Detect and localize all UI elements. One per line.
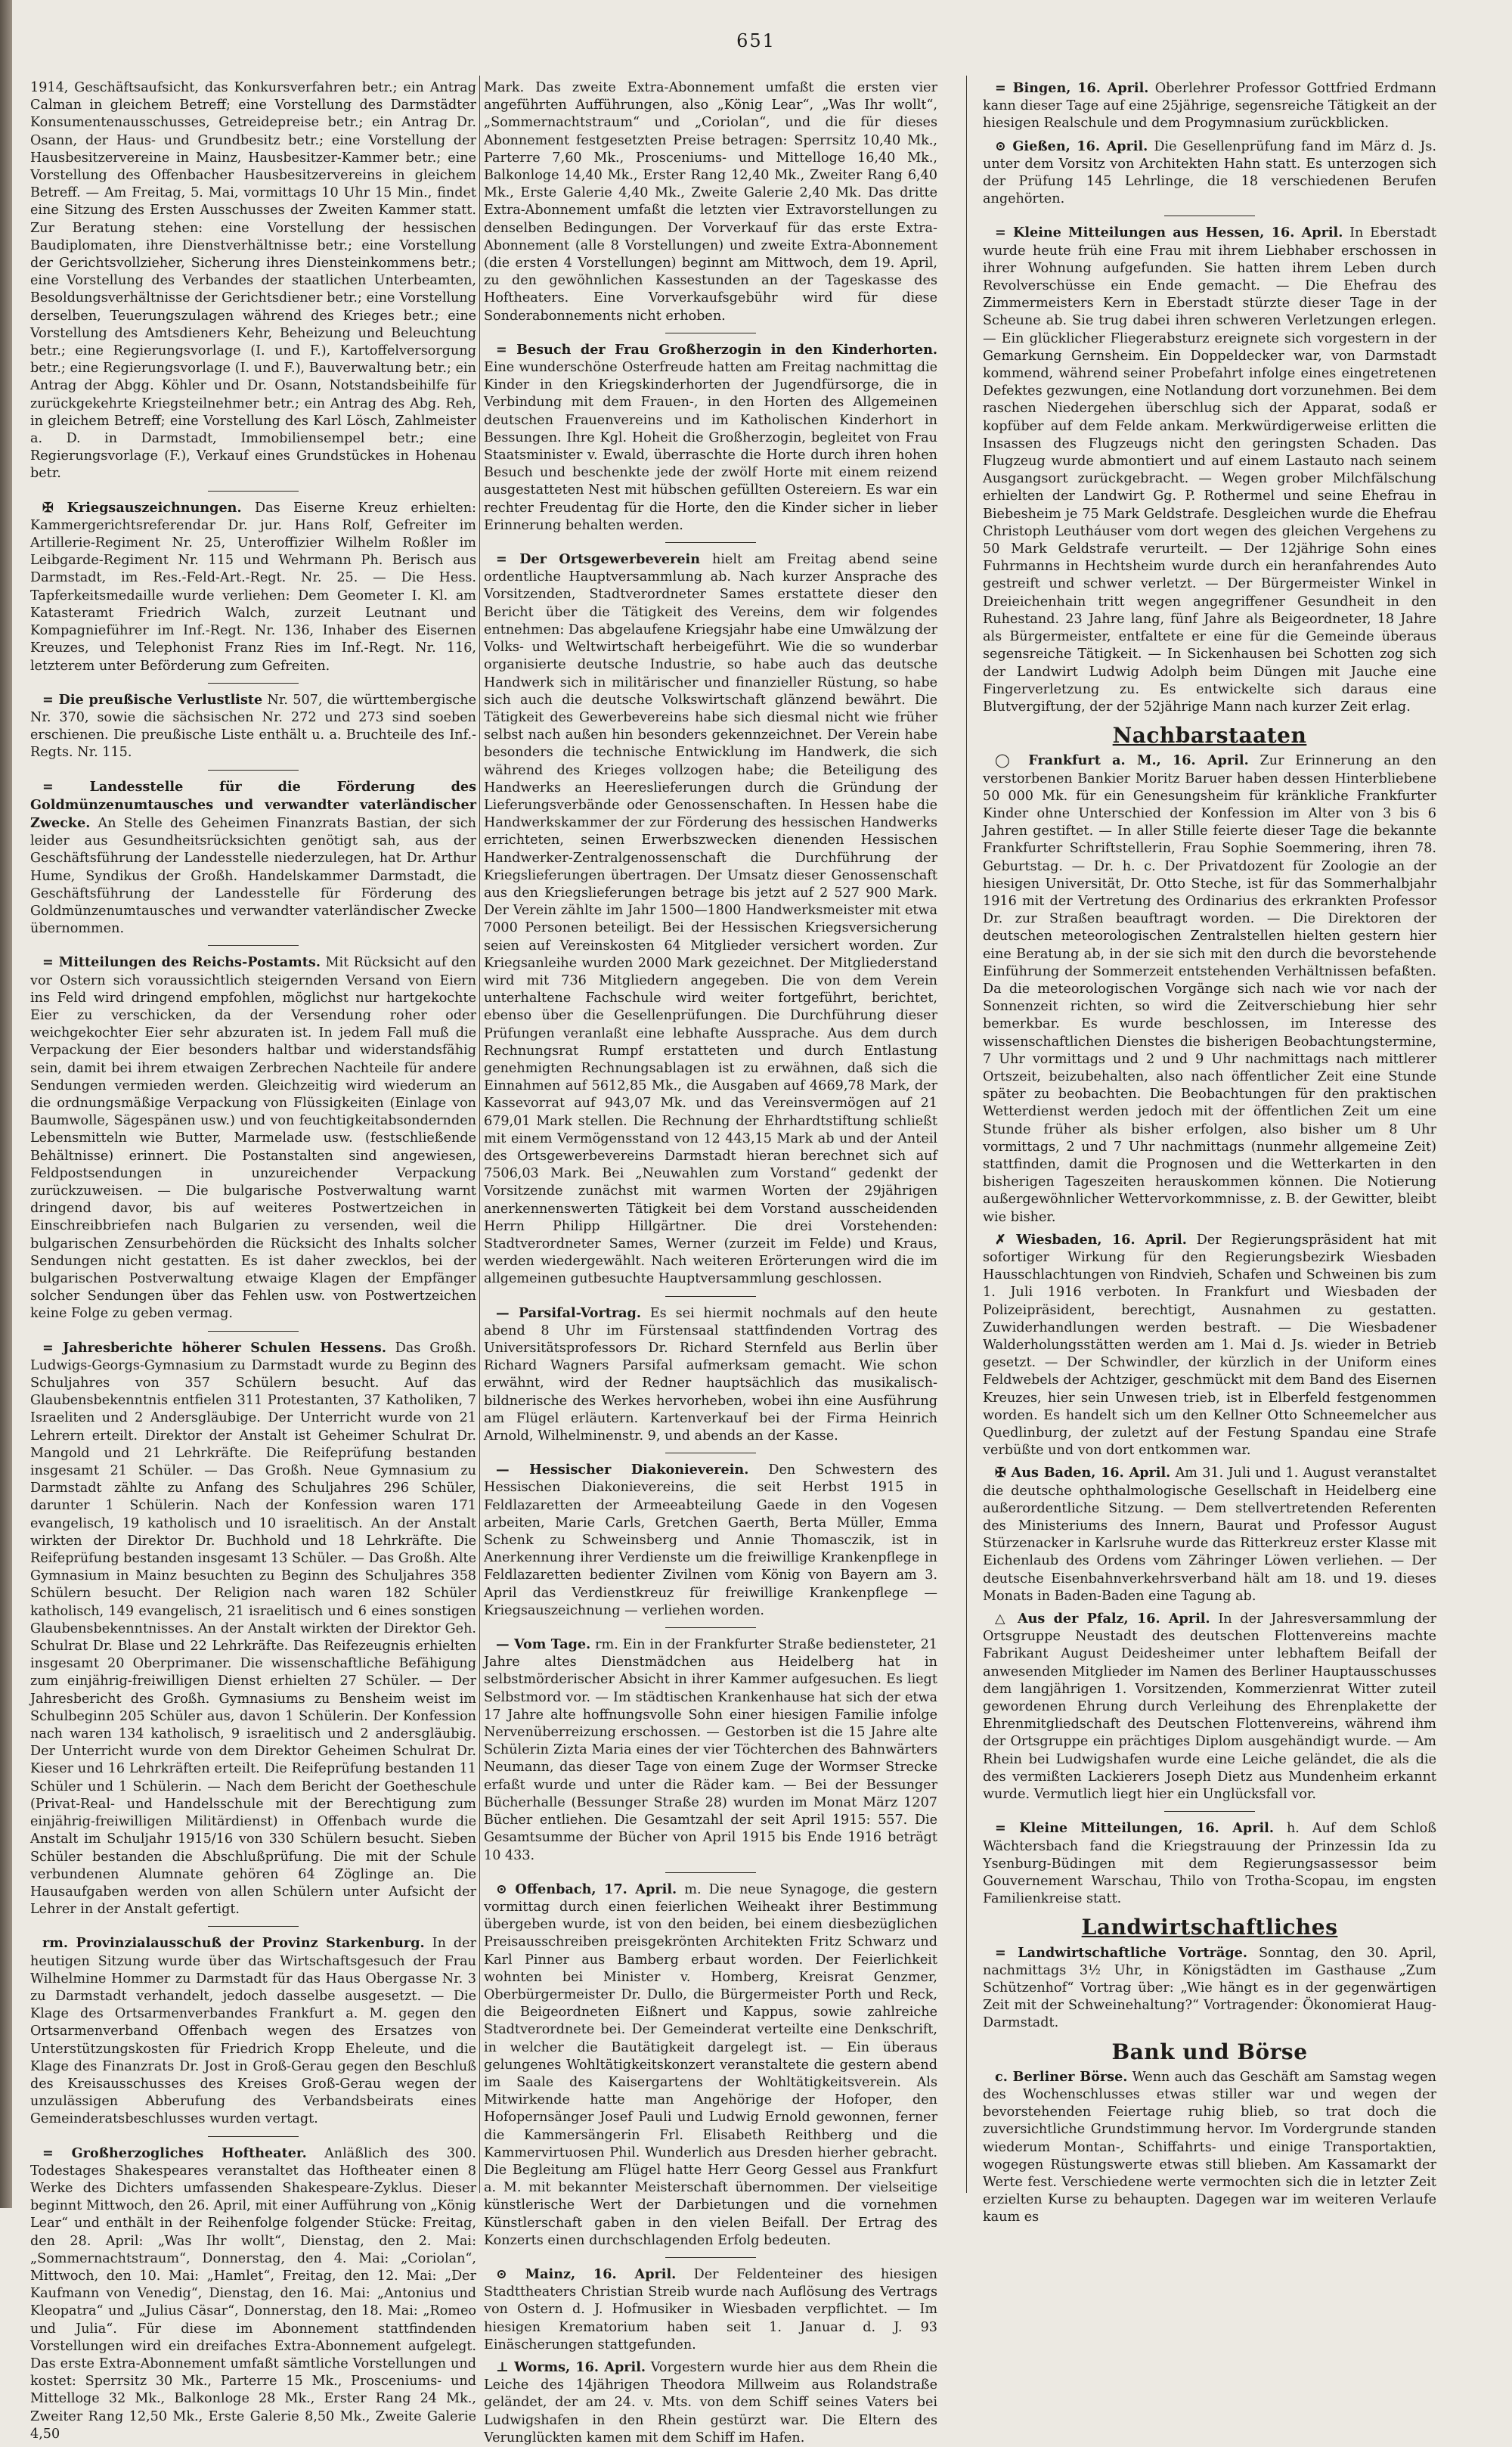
article-paragraph	[30, 691, 476, 762]
article-body: An Stelle des Geheimen Finanzrats Bastian, der sich leider aus Gesundheitsrücksichten genötigt sah, aus der Geschäftsführung der Landesstelle niederzulegen, hat Dr. Arthur Hume, Syndikus der Großh. Handelskammer Darmstadt, die Geschäftsführung der Landesstelle für Förderung des Goldmünzenumtausches und verwandter vaterländischer Zwecke übernommen.	[30, 815, 476, 937]
article-body: Den Schwestern des Hessischen Diakonievereins, die seit Herbst 1915 in Feldlazaretten der Armeeabteilung Gaede in den Vogesen arbeiten, Marie Carls, Gretchen Gaerth, Berta Müller, Emma Schenk zu Schweinsberg und Annie Thomasczik, ist in Anerkennung ihrer Verdienste um die freiwillige Krankenpflege in Feldlazaretten bedienter Zivilnen vom König von Bayern am 3. April das Verdienstkreuz für freiwillige Krankenpflege — Kriegsauszeichnung — verliehen worden.	[484, 1462, 937, 1618]
article-paragraph	[983, 1231, 1436, 1460]
article-separator	[1164, 1811, 1255, 1812]
column-left	[30, 79, 477, 2442]
article-heading: = Jahresberichte höherer Schulen Hessens.	[42, 1339, 386, 1356]
article-separator	[665, 1627, 756, 1628]
article-heading: ✠ Aus Baden, 16. April.	[995, 1465, 1171, 1481]
article-paragraph	[484, 550, 937, 1289]
article-paragraph	[484, 1636, 937, 1865]
article-separator	[208, 491, 299, 492]
article-paragraph	[30, 778, 476, 938]
article-heading: = Kleine Mitteilungen aus Hessen, 16. April.	[995, 225, 1343, 241]
section-heading: Bank und Börse	[1111, 2039, 1308, 2064]
article-separator	[208, 1926, 299, 1927]
article-paragraph	[30, 2145, 476, 2443]
article-paragraph	[30, 1339, 476, 1919]
article-heading: = Der Ortsgewerbeverein	[496, 551, 700, 568]
article-paragraph	[983, 752, 1436, 1226]
article-paragraph	[484, 2266, 937, 2354]
article-body: Eine wunderschöne Osterfreude hatten am Freitag nachmittag die Kinder in den Kriegskinderhorten der Jugendfürsorge, die in Verbindung mit dem Frauen-, in den Horten des Allgemeinen deutschen Frauenvereins und im Katholischen Kinderhort in Bessungen. Ihre Kgl. Hoheit die Großherzogin, begleitet von Frau Staatsminister v. Ewald, überraschte die Horte durch ihren hohen Besuch und beschenkte jede der zwölf Horte mit einem reizend ausgestatteten Nest mit hübschen gefüllten Ostereiern. Es war ein rechter Freudentag für die Horte, den die Kinder sicher in lieber Erinnerung behalten werden.	[484, 360, 937, 533]
article-paragraph	[484, 1304, 937, 1446]
article-separator	[665, 2257, 756, 2258]
article-body: Die Gesellenprüfung fand im März d. Js. unter dem Vorsitz von Architekten Hahn statt. Es unterzogen sich der Prüfung 145 Lehrlinge, die 18 verschiedenen Berufen angehörten.	[983, 138, 1436, 207]
article-paragraph	[983, 1944, 1436, 2033]
article-separator	[208, 2136, 299, 2137]
article-body: Wenn auch das Geschäft am Samstag wegen des Wochenschlusses etwas stiller war und wegen der bevorstehenden Feiertage ruhig blieb, so trat doch die zuversichtliche Grundstimmung hervor. Im Vordergrunde standen wiederum Montan-, Schiffahrts- und einige Transportaktien, wogegen Rüstungswerte etwas still blieben. Am Kassamarkt der Werte fest. Verschiedene werte vermochten sich die in letzter Zeit erzielten Kurse zu behaupten. Dagegen war im weiteren Verlaufe kaum es	[983, 2069, 1436, 2225]
article-paragraph	[983, 79, 1436, 133]
article-body: Oberlehrer Professor Gottfried Erdmann kann dieser Tage auf eine 25jährige, segensreiche Tätigkeit an der hiesigen Realschule und dem Progymnasium zurückblicken.	[983, 81, 1437, 132]
article-heading: = Kleine Mitteilungen, 16. April.	[995, 1820, 1274, 1837]
article-paragraph	[983, 1464, 1436, 1605]
column-right	[983, 79, 1437, 2225]
column-rule-2	[966, 76, 967, 2193]
article-paragraph	[30, 1934, 476, 2128]
article-body: Zur Erinnerung an den verstorbenen Bankier Moritz Baruer haben dessen Hinterbliebene 50 000 Mk. für ein Genesungsheim für kränkliche Frankfurter Kinder ohne Unterschied der Konfession im Alter von 3 bis 6 Jahren gestiftet. — In aller Stille feierte dieser Tage die bekannte Frankfurter Schriftstellerin, Frau Sophie Soemmering, ihren 78. Geburtstag. — Dr. h. c. Der Privatdozent für Zoologie an der hiesigen Universität, Dr. Otto Steche, ist für das Sommerhalbjahr 1916 mit der Vertretung des Ordinarius des erkrankten Professor Dr. zur Straßen beauftragt worden. — Die Direktoren der deutschen meteorologischen Zentralstellen hielten gestern hier eine Beratung ab, in der sie sich mit den durch die bevorstehende Einführung der Sommerzeit entstehenden Verhältnissen befaßten. Da die meteorologischen Vorgänge sich nach wie vor nach der Sonnenzeit richten, so wird die Zeitverschiebung hier sehr bemerkbar. Es wurde beschlossen, im Interesse des wissenschaftlichen Dienstes die bisherigen Beobachtungstermine, 7 Uhr vormittags und 2 und 9 Uhr nachmittags nach mittlerer Ortszeit, beizubehalten, also nach öffentlicher Zeit eine Stunde später zu beobachten. Die Beobachtungen für den praktischen Wetterdienst werden jedoch mit der öffentlichen Zeit um eine Stunde früher als bisher erfolgen, also bisher um 8 Uhr vormittags, 2 und 7 Uhr nachmittags (nunmehr allgemeine Zeit) stattfinden, damit die Prognosen und die Wetterkarten in den bisherigen Tageszeiten herauskommen können. Die Notierung außergewöhnlicher Wettervorkommnisse, z. B. der Gewitter, bleibt wie bisher.	[983, 753, 1436, 1225]
article-body: Vorgestern wurde hier aus dem Rhein die Leiche des 14jährigen Theodora Millweim aus Rolandstraße geländet, der am 24. v. Mts. von dem Schiff seines Vaters bei Ludwigshafen in den Rhein gestürzt war. Die Eltern des Verunglückten kamen mit dem Schiff im Hafen.	[484, 2359, 937, 2445]
article-heading: ⊙ Mainz, 16. April.	[496, 2266, 677, 2282]
section-heading: Nachbarstaaten	[1112, 723, 1307, 749]
article-heading: rm. Provinzialausschuß der Provinz Starkenburg.	[42, 1935, 425, 1952]
article-body: Das Großh. Ludwigs-Georgs-Gymnasium zu Darmstadt wurde zu Beginn des Schuljahres von 357 Schülern besucht. Auf das Glaubensbekenntnis entfielen 311 Protestanten, 37 Katholiken, 7 Israeliten und 2 Andersgläubige. Der Unterricht wurde von 21 Lehrern erteilt. Direktor der Anstalt ist Geheimer Schulrat Dr. Mangold und 21 Lehrkräfte. Die Reifeprüfung bestanden insgesamt 21 Schüler. — Das Großh. Neue Gymnasium zu Darmstadt zählte zu Anfang des Schuljahres 296 Schüler, darunter 1 Schülerin. Nach der Konfession waren 171 evangelisch, 19 katholisch und 10 israelitisch. An der Anstalt wirkten der Direktor Dr. Buchhold und 18 Lehrkräfte. Die Reifeprüfung bestanden insgesamt 13 Schüler. — Das Großh. Alte Gymnasium in Mainz besuchten zu Beginn des Schuljahres 358 Schülern besucht. Der Religion nach waren 182 Schüler katholisch, 149 evangelisch, 21 israelitisch und 6 eines sonstigen Glaubensbekenntnisses. An der Anstalt wirkten der Direktor Geh. Schulrat Dr. Blase und 22 Lehrkräfte. Das Reifezeugnis erhielten insgesamt 20 Oberprimaner. Die wissenschaftliche Befähigung zum einjährig-freiwilligen Dienst erhielten 27 Schüler. — Der Jahresbericht des Großh. Gymnasiums zu Bensheim weist im Schulbeginn 205 Schüler aus, davon 1 Schülerin. Der Konfession nach waren 134 katholisch, 9 israelitisch und 2 andersgläubig. Der Unterricht wurde von dem Direktor Geheimen Schulrat Dr. Kieser und 16 Lehrkräften erteilt. Die Reifeprüfung bestanden 11 Schüler und 1 Schülerin. — Nach dem Bericht der Goetheschule (Privat-Real- und Handelsschule mit der Berechtigung zum einjährig-freiwilligen Militärdienst) in Offenbach wurde die Anstalt im Schuljahr 1915/16 von 330 Schülern besucht. Sieben Schüler bestanden die Abschlußprüfung. Die mit der Schule verbundenen Alumnate gehören 64 Zöglinge an. Die Hausaufgaben werden von allen Schülern unter Aufsicht der Lehrer in der Anstalt gefertigt.	[30, 1340, 476, 1918]
binding-edge	[0, 0, 12, 2208]
article-separator	[208, 770, 299, 771]
article-separator	[208, 1331, 299, 1332]
article-body: 1914, Geschäftsaufsicht, das Konkursverfahren betr.; ein Antrag Calman in gleichem Betreff; eine Vorstellung des Darmstädter Konsumentenausschusses, Getreidepreise betr.; ein Antrag Dr. Osann, der Haus- und Grundbesitz betr.; eine Vorstellung der Hausbesitzervereine in Mainz, Hausbesitzer-Kammer betr.; eine Vorstellung des Offenbacher Hausbesitzervereins in gleichem Betreff. — Am Freitag, 5. Mai, vormittags 10 Uhr 15 Min., findet eine Sitzung des Ersten Ausschusses der Zweiten Kammer statt. Zur Beratung stehen: eine Vorstellung der hessischen Baudiplomaten, ihre Dienstverhältnisse betr.; eine Vorstellung der Gerichtsvollzieher, Sicherung ihres Diensteinkommens betr.; eine Vorstellung des Verbandes der staatlichen Unterbeamten, Besoldungsverhältnisse der Gerichtsdiener betr.; eine Vorstellung derselben, Teuerungszulagen während des Krieges betr.; eine Vorstellung des Amtsdieners Kehr, Beheizung und Beleuchtung betr.; eine Regierungsvorlage (I. und F.), Kartoffelversorgung betr.; eine Regierungsvorlage (I. und F.), Bauverwaltung betr.; ein Antrag der Abgg. Köhler und Dr. Osann, Notstandsbeihilfe für zurückgekehrte Kriegsteilnehmer betr.; ein Antrag des Abg. Reh, in gleichem Betreff; eine Vorstellung des Karl Lösch, Zahlmeister a. D. in Darmstadt, Immobiliensempel betr.; eine Regierungsvorlage (F.), Verkauf eines Grundstückes in Hohenau betr.	[30, 80, 476, 482]
column-rule-1	[479, 76, 480, 2193]
page-number: 651	[736, 30, 776, 51]
article-heading: ✗ Wiesbaden, 16. April.	[995, 1231, 1187, 1248]
article-body: m. Die neue Synagoge, die gestern vormittag durch einen feierlichen Weiheakt ihrer Bestimmung übergeben wurde, ist von den beiden, bei einem diesbezüglichen Preisausschreiben preisgekrönten Architekten Fritz Schwarz und Karl Pinner aus Bamberg erbaut worden. Der Feierlichkeit wohnten bei Minister v. Homberg, Kreisrat Genzmer, Oberbürgermeister Dr. Dullo, die Bürgermeister Porth und Reck, die Beigeordneten Eißnert und Kappus, sowie zahlreiche Stadtverordnete bei. Der Gemeinderat verteilte eine Denkschrift, in welcher die Bautätigkeit dargelegt ist. — Ein überaus gelungenes Wohltätigkeitskonzert veranstaltete die gestern abend im Saale des Kaisergartens der Wohltätigkeitsverein. Als Mitwirkende hatte man Angehörige der Hofoper, den Hofopernsänger Josef Pauli und Ludwig Ernold gewonnen, ferner die Kammersängerin Frl. Elisabeth Reithberg und die Kammervirtuosen Phil. Wunderlich aus Dresden hierher gebracht. Die Begleitung am Flügel hatte Herr Georg Gessel aus Frankfurt a. M. mit bekannter Meisterschaft übernommen. Der vielseitige künstlerische Wert der Darbietungen und die vornehmen Künstlerschaft gaben in den vielen Beifall. Der Ertrag des Konzerts einen durchschlagenden Erfolg bedeuten.	[484, 1881, 937, 2248]
section-heading: Landwirtschaftliches	[1081, 1915, 1338, 1940]
column-middle	[484, 79, 938, 2445]
article-body: Der Feldenteiner des hiesigen Stadttheaters Christian Streib wurde nach Auflösung des Vertrags von Ostern d. J. Hofmusiker in Wiesbaden verpflichtet. — Im hiesigen Krematorium haben seit 1. Januar d. J. 93 Einäscherungen stattgefunden.	[484, 2266, 937, 2352]
article-paragraph	[484, 1881, 937, 2250]
article-heading: ⊙ Offenbach, 17. April.	[496, 1881, 677, 1897]
article-paragraph	[484, 341, 937, 535]
article-heading: ⊙ Gießen, 16. April.	[995, 138, 1148, 154]
article-body: Anläßlich des 300. Todestages Shakespeares veranstaltet das Hoftheater einen 8 Werke des Dichters umfassenden Shakespeare-Zyklus. Dieser beginnt Mittwoch, den 26. April, mit einer Aufführung von „König Lear“ und enthält in der Reihenfolge folgender Stücke: Freitag, den 28. April: „Was Ihr wollt“, Dienstag, den 2. Mai: „Sommernachtstraum“, Donnerstag, den 4. Mai: „Coriolan“, Mittwoch, den 10. Mai: „Hamlet“, Freitag, den 12. Mai: „Der Kaufmann von Venedig“, Dienstag, den 16. Mai: „Antonius und Kleopatra“ und „Julius Cäsar“, Donnerstag, den 18. Mai: „Romeo und Julia“. Für diese im Abonnement stattfindenden Vorstellungen wird ein dreifaches Extra-Abonnement aufgelegt. Das erste Extra-Abonnement umfaßt sämtliche Vorstellungen und kostet: Sperrsitz 30 Mk., Parterre 15 Mk., Prosceniums- und Mittelloge 32 Mk., Balkonloge 28 Mk., Erster Rang 24 Mk., Zweiter Rang 12,50 Mk., Erste Galerie 8,50 Mk., Zweite Galerie 4,50	[30, 2145, 477, 2442]
article-body: Am 31. Juli und 1. August veranstaltet die deutsche ophthalmologische Gesellschaft in Heidelberg eine außerordentliche Sitzung. — Dem stellvertretenden Referenten des Ministeriums des Innern, Baurat und Professor August Stürzenacker in Karlsruhe wurde das Ritterkreuz erster Klasse mit Eichenlaub des Ordens vom Zähringer Löwen verliehen. — Der deutsche Eisenbahnverkehrsverband hält am 18. und 19. dieses Monats in Baden-Baden eine Tagung ab.	[983, 1465, 1436, 1604]
article-body: Das Eiserne Kreuz erhielten: Kammergerichtsreferendar Dr. jur. Hans Rolf, Gefreiter im Artillerie-Regiment Nr. 25, Unteroffizier Wilhelm Roßler im Leibgarde-Regiment Nr. 115 und Wehrmann Ph. Berisch aus Darmstadt, im Res.-Feld-Art.-Regt. Nr. 25. — Die Hess. Tapferkeitsmedaille wurde verliehen: Dem Geometer I. Kl. am Katasteramt Friedrich Walch, zurzeit Leutnant und Kompagnieführer im Inf.-Regt. Nr. 136, Inhaber des Eisernen Kreuzes, und Telephonist Franz Ries im Inf.-Regt. Nr. 116, letzterem unter Beförderung zum Gefreiten.	[30, 500, 476, 674]
article-heading: — Vom Tage.	[496, 1636, 591, 1653]
article-heading: — Hessischer Diakonieverein.	[496, 1462, 749, 1478]
article-paragraph	[484, 79, 937, 325]
article-heading: ✠ Kriegsauszeichnungen.	[42, 499, 242, 516]
article-paragraph	[983, 2068, 1436, 2227]
article-heading: = Landwirtschaftliche Vorträge.	[995, 1944, 1247, 1961]
article-paragraph	[30, 499, 476, 675]
article-heading: = Die preußische Verlustliste	[42, 691, 263, 708]
article-paragraph	[983, 138, 1436, 209]
article-paragraph	[983, 1819, 1436, 1908]
article-separator	[665, 1872, 756, 1873]
article-heading: ◯ Frankfurt a. M., 16. April.	[995, 752, 1249, 769]
article-heading: = Besuch der Frau Großherzogin in den Kinderhorten.	[496, 341, 937, 358]
article-paragraph	[484, 1461, 937, 1620]
article-heading: = Mitteilungen des Reichs-Postamts.	[42, 954, 321, 971]
article-heading: = Großherzogliches Hoftheater.	[42, 2145, 307, 2161]
article-body: hielt am Freitag abend seine ordentliche Hauptversammlung ab. Nach kurzer Ansprache des Vorsitzenden, Stadtverordneter Sames erstattete dieser den Bericht über die Tätigkeit des Vereins, dem wir folgendes entnehmen: Das abgelaufene Kriegsjahr habe eine Umwälzung der Volks- und Weltwirtschaft herbeigeführt. Wie die so wunderbar organisierte deutsche Industrie, so habe auch das deutsche Handwerk sich in militärischer und finanzieller Rüstung, so habe sich auch die deutsche Volkswirtschaft glänzend bewährt. Die Tätigkeit des Gewerbevereins habe sich diesmal nicht wie früher selbst nach außen hin besonders gekennzeichnet. Der Verein habe besonders die technische Entwicklung im Handwerk, die sich während des Krieges vollzogen habe; die Beteiligung des Handwerks an Heereslieferungen durch die Gründung der Lieferungsverbände oder Genossenschaften. In Hessen habe die Handwerkskammer der zur Förderung des hessischen Handwerks errichteten, seinen Erwerbszwecken dienenden Hessischen Handwerker-Zentralgenossenschaft die Durchführung der Kriegslieferungen übertragen. Der Umsatz dieser Genossenschaft aus den Kriegslieferungen betrage bis jetzt auf 2 527 900 Mark. Der Verein zählte im Jahr 1500—1800 Handwerksmeister mit etwa 7000 Personen beteiligt. Bei der Hessischen Kriegsversicherung seien auf Vereinskosten 64 Mitglieder versichert worden. Zur Kriegsanleihe wurden 2000 Mark gezeichnet. Der Mitgliederstand wird mit 736 Mitgliedern angegeben. Die von dem Verein unterhaltene Fachschule wird weiter fortgeführt, berichtet, ebenso über die Gesellenprüfungen. Die Durchführung dieser Prüfungen veranlaßt eine lebhafte Aussprache. Aus dem durch Rechnungsrat Rumpf erstatteten und durch Entlastung genehmigten Rechnungsablagen ist zu erwähnen, daß sich die Einnahmen auf 5612,85 Mk., die Ausgaben auf 4669,78 Mark, der Kassevorrat auf 943,07 Mk. und das Vereinsvermögen auf 21 679,01 Mark stellen. Die Rechnung der Ehrhardtstiftung schließt mit einem Vermögensstand von 12 443,15 Mark ab und der Anteil des Ortsgewerbevereins Darmstadt hieran berechnet sich auf 7506,03 Mark. Bei „Neuwahlen zum Vorstand“ gedenkt der Vorsitzende zunächst mit warmen Worten der 29jährigen anerkennenswerten Tätigkeit bei dem Vorstand ausscheidenden Herrn Philipp Hillgärtner. Die drei Vorstehenden: Stadtverordneter Sames, Werner (zurzeit im Felde) und Kraus, werden wiedergewählt. Nach weiteren Erörterungen wird die im allgemeinen gutbesuchte Hauptversammlung geschlossen.	[484, 552, 938, 1287]
article-body: Der Regierungspräsident hat mit sofortiger Wirkung für den Regierungsbezirk Wiesbaden Hausschlachtungen von Rindvieh, Schafen und Schweinen bis zum 1. Juli 1916 verboten. In Frankfurt und Wiesbaden der Polizeipräsident, berechtigt, Ausnahmen zu gestatten. Zuwiderhandlungen werden bestraft. — Die Wiesbadener Walderholungsstätten werden am 1. Mai d. Js. wieder in Betrieb gesetzt. — Der Schwindler, der kürzlich in der Uniform eines Feldwebels der Achtziger, geschmückt mit dem Band des Eisernen Kreuzes, hier sein Unwesen trieb, ist in Elberfeld festgenommen worden. Es handelt sich um den Kellner Otto Schneemelcher aus Quedlinburg, der zuletzt auf der Festung Spandau eine Strafe verbüßte und von dort entkommen war.	[983, 1232, 1436, 1459]
article-heading: = Bingen, 16. April.	[995, 80, 1149, 96]
article-heading: △ Aus der Pfalz, 16. April.	[995, 1611, 1210, 1627]
article-separator	[208, 945, 299, 946]
article-heading: = Landesstelle für die Förderung des Goldmünzenumtausches und verwandter vaterländischer Zwecke.	[30, 778, 476, 831]
article-body: Nr. 507, die württembergische Nr. 370, sowie die sächsischen Nr. 272 und 273 sind soeben erschienen. Die preußische Liste enthält u. a. Bruchteile des Inf.-Regts. Nr. 115.	[30, 692, 476, 761]
article-separator	[665, 1296, 756, 1297]
article-heading: ⊥ Worms, 16. April.	[496, 2359, 646, 2375]
article-body: rm. Ein in der Frankfurter Straße bediensteter, 21 Jahre altes Dienstmädchen aus Heidelberg hat in selbstmörderischer Absicht in ihrer Kammer aufgesuchen. Es liegt Selbstmord vor. — Im städtischen Krankenhause hat sich der etwa 17 Jahre alte hoffnungsvolle Sohn einer hiesigen Familie infolge Nervenüberreizung erschossen. — Gestorben ist die 15 Jahre alte Schülerin Zizta Maria eines der vier Töchterchen des Bahnwärters Neumann, das dieser Tage von einem Zuge der Wormser Strecke erfaßt wurde und unter die Räder kam. — Bei der Bessunger Bücherhalle (Bessunger Straße 28) wurden im Monat März 1207 Bücher entliehen. Die Gesamtzahl der seit April 1915: 557. Die Gesamtsumme der Bücher von April 1915 bis Ende 1916 beträgt 10 433.	[484, 1637, 937, 1863]
article-heading: c. Berliner Börse.	[995, 2068, 1128, 2085]
article-body: Mark. Das zweite Extra-Abonnement umfaßt die ersten vier angeführten Aufführungen, also „König Lear“, „Was Ihr wollt“, „Sommernachtstraum“ und „Coriolan“, und die für dieses Abonnement festgesetzten Preise betragen: Sperrsitz 10,40 Mk., Parterre 7,60 Mk., Prosceniums- und Mittelloge 16,40 Mk., Balkonloge 14,40 Mk., Erster Rang 12,40 Mk., Zweiter Rang 6,40 Mk., Erste Galerie 4,40 Mk., Zweite Galerie 2,40 Mk. Das dritte Extra-Abonnement umfaßt die letzten vier Extravorstellungen zu denselben Bedingungen. Der Vorverkauf für das erste Extra-Abonnement (alle 8 Vorstellungen) und zweite Extra-Abonnement (die ersten 4 Vorstellungen) beginnt am Mittwoch, dem 19. April, zu den gewöhnlichen Kassestunden an der Tageskasse des Hoftheaters. Eine Vorverkaufsgebühr wird für diese Sonderabonnements nicht erhoben.	[484, 80, 937, 324]
article-paragraph	[983, 224, 1436, 716]
article-paragraph	[30, 954, 476, 1323]
article-paragraph	[983, 1610, 1436, 1803]
article-body: Es sei hiermit nochmals auf den heute abend 8 Uhr im Fürstensaal stattfindenden Vortrag des Universitätsprofessors Dr. Richard Sternfeld aus Berlin über Richard Wagners Parsifal aufmerksam gemacht. Wie schon erwähnt, wird der Redner hauptsächlich das musikalisch-bildnerische des Werkes hervorheben, wobei ihn eine Ausführung am Flügel erläutern. Kartenverkauf bei der Firma Heinrich Arnold, Wilhelminenstr. 9, und abends an der Kasse.	[484, 1305, 937, 1444]
article-body: Sonntag, den 30. April, nachmittags 3½ Uhr, in Königstädten im Gasthause „Zum Schützenhof“ Vortrag über: „Wie hängt es in der gegenwärtigen Zeit mit der Schweinehaltung?“ Vortragender: Ökonomierat Haug-Darmstadt.	[983, 1945, 1436, 2031]
article-body: In Eberstadt wurde heute früh eine Frau mit ihrem Liebhaber erschossen in ihrer Wohnung aufgefunden. Sie hatten ihrem Leben durch Revolverschüsse ein Ende gemacht. — Die Ehefrau des Zimmermeisters Kern in Eberstadt stürzte dieser Tage in der Scheune ab. Sie trug dabei ihren schweren Verletzungen erlegen. — Ein glücklicher Fliegerabsturz ereignete sich vorgestern in der Gemarkung Gernsheim. Ein Doppeldecker war, von Darmstadt kommend, während seiner Probefahrt infolge eines eingetretenen Defektes gezwungen, eine Notlandung dort vorzunehmen. Bei dem raschen Niedergehen überschlug sich der Apparat, sodaß er kopfüber auf dem Felde ankam. Merkwürdigerweise erlitten die Insassen des Flugzeugs nicht den geringsten Schaden. Das Flugzeug wurde abmontiert und auf einem Lastauto nach seinem Ausgangsort zurückgebracht. — Wegen grober Milchfälschung erhielten der Landwirt Gg. P. Rothermel und seine Ehefrau in Biebesheim je 75 Mark Geldstrafe. Desgleichen wurde die Ehefrau Christoph Leutháuser vom dort wegen des gleichen Vergehens zu 50 Mark Geldstrafe verurteilt. — Der 12jährige Sohn eines Fuhrmanns in Hechtsheim wurde durch ein heranfahrendes Auto gestreift und schwer verletzt. — Der Bürgermeister Winkel in Dreieichenhain tritt wegen angegriffener Gesundheit in den Ruhestand. 23 Jahre lang, fünf Jahre als Beigeordneter, 18 Jahre als Bürgermeister, entfaltete er eine für die Gemeinde überaus segensreiche Tätigkeit. — In Sickenhausen bei Schotten zog sich der Landwirt Ludwig Adolph beim Düngen mit Jauche eine Fingerverletzung zu. Es entwickelte sich daraus eine Blutvergiftung, der der 52jährige Mann nach kurzer Zeit erlag.	[983, 225, 1436, 715]
article-paragraph	[30, 79, 476, 483]
article-body: h. Auf dem Schloß Wächtersbach fand die Kriegstrauung der Prinzessin Ida zu Ysenburg-Büdingen mit dem Regierungsassessor beim Gouvernement Warschau, Thilo von Trotha-Scopau, im engsten Familienkreise statt.	[983, 1821, 1436, 1907]
article-separator	[665, 542, 756, 543]
article-paragraph	[484, 2359, 937, 2447]
article-heading: — Parsifal-Vortrag.	[496, 1304, 641, 1321]
article-body: In der Jahresversammlung der Ortsgruppe Neustadt des deutschen Flottenvereins machte Fabrikant August Deidesheimer unter lebhaftem Beifall der anwesenden Mitglieder im Namen des Berliner Hauptausschusses dem langjährigen 1. Vorsitzenden, Kommerzienrat Witter zuteil gewordenen Ehrung durch Verleihung des Ehrenplakette der Ehrenmitgliedschaft des Deutschen Flottenvereins, während ihm der Ortsgruppe ein prächtiges Diplom ausgehändigt wurde. — Am Rhein bei Ludwigshafen wurde eine Leiche geländet, die als die des vermißten Lackierers Joseph Dietz aus Mundenheim erkannt wurde. Vermutlich liegt hier ein Unglücksfall vor.	[983, 1611, 1436, 1803]
article-body: Mit Rücksicht auf den vor Ostern sich voraussichtlich steigernden Versand von Eiern ins Feld wird dringend empfohlen, möglichst nur hartgekochte Eier zu verschicken, da der Versendung roher oder weichgekochter Eier sehr abzuraten ist. In jedem Fall muß die Verpackung der Eier besonders haltbar und widerstandsfähig sein, damit bei ihrem etwaigen Zerbrechen Nachteile für andere Sendungen vermieden werden. Gleichzeitig wird wiederum an die ordnungsmäßige Verpackung von Flüssigkeiten (Einlage von Baumwolle, Sägespänen usw.) und von feuchtigkeitabsondernden Lebensmitteln wie Butter, Marmelade usw. (festschließende Behältnisse) erinnert. Die Postanstalten sind angewiesen, Feldpostsendungen in unzureichender Verpackung zurückzuweisen. — Die bulgarische Postverwaltung warnt dringend davor, bis auf weiteres Postwertzeichen in Einschreibbriefen nach Bulgarien zu versenden, weil die bulgarischen Zensurbehörden die Rücksicht des Inhalts solcher Sendungen nicht gestatten. Es ist daher zwecklos, bei der bulgarischen Postverwaltung etwaige Klagen der Empfänger solcher Sendungen über das Fehlen usw. von Postwertzeichen keine Folge zu geben vermag.	[30, 955, 476, 1322]
article-separator	[208, 683, 299, 684]
article-body: In der heutigen Sitzung wurde über das Wirtschaftsgesuch der Frau Wilhelmine Hommer zu Darmstadt für das Haus Obergasse Nr. 3 zu Darmstadt verhandelt, jedoch dasselbe ausgesetzt. — Die Klage des Ortsarmenverbandes Frankfurt a. M. gegen den Ortsarmenverband Offenbach wegen des Ersatzes von Unterstützungskosten für Friedrich Kropp Eheleute, und die Klage des Finanzrats Dr. Jost in Groß-Gerau gegen den Beschluß des Kreisausschusses des Kreises Groß-Gerau wegen der unzulässigen Abberufung des Verbandsbeirats eines Gemeinderatsbeschlusses wurden vertagt.	[30, 1936, 476, 2127]
